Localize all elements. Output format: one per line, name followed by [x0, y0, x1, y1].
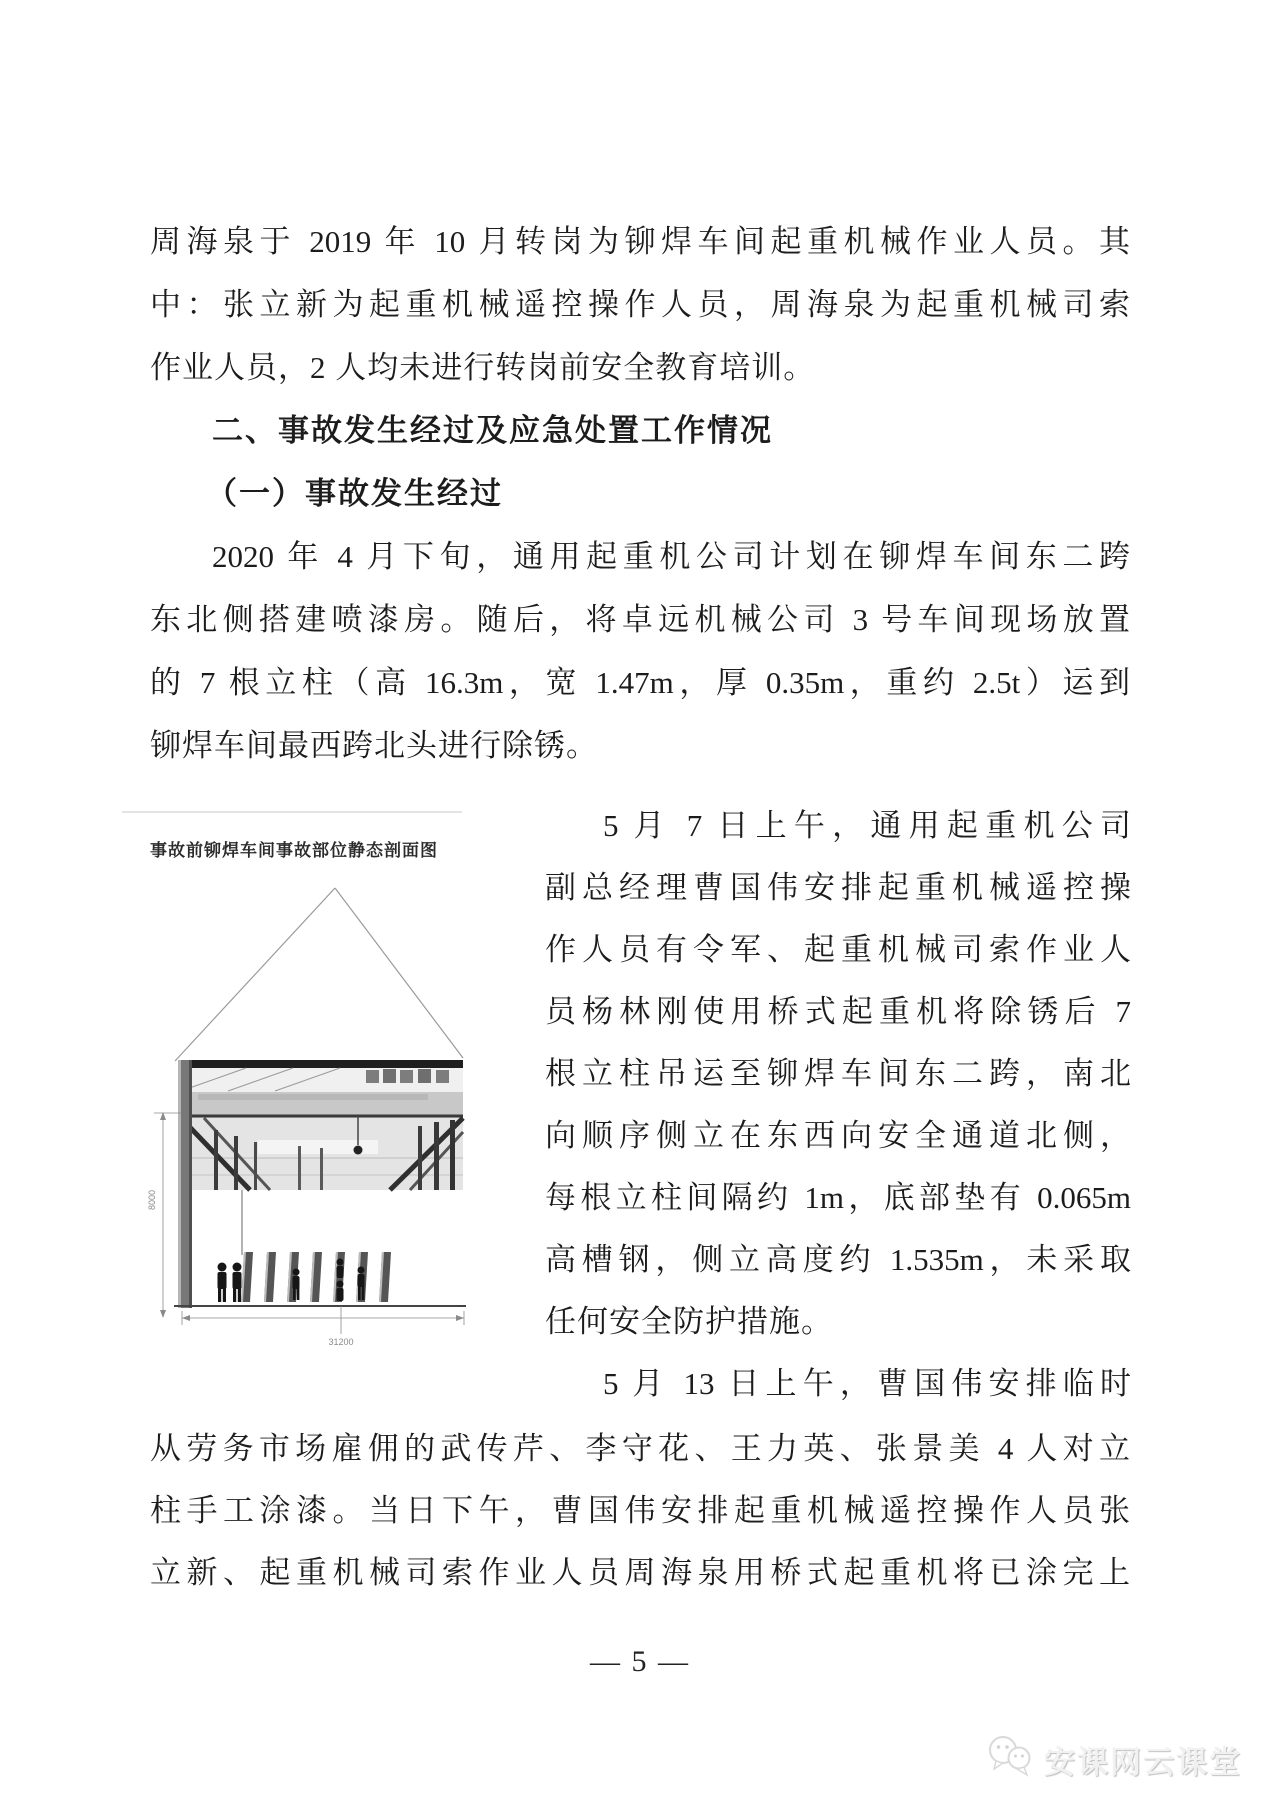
page-number: — 5 — — [590, 1645, 690, 1678]
chat-bubbles-icon — [984, 1733, 1036, 1786]
text-line: 立新、起重机械司索作业人员周海泉用桥式起重机将已涂完上 — [150, 1555, 1130, 1590]
text-line: 员杨林刚使用桥式起重机将除锈后 7 — [545, 994, 1131, 1029]
sub-heading: （一）事故发生经过 — [206, 476, 503, 511]
text-line: 东北侧搭建喷漆房。随后，将卓远机械公司 3 号车间现场放置 — [150, 602, 1130, 637]
text-line: 2020 年 4 月下旬，通用起重机公司计划在铆焊车间东二跨 — [212, 539, 1130, 574]
height-dimension-label: 8000 — [147, 1189, 157, 1211]
leaning-columns — [241, 1252, 391, 1302]
text-line: 作人员有令军、起重机械司索作业人 — [545, 932, 1131, 967]
workshop-photo — [181, 1060, 463, 1190]
watermark-text: 安课网云课堂 — [1044, 1744, 1242, 1780]
width-dimension — [182, 1306, 464, 1334]
text-line: 每根立柱间隔约 1m，底部垫有 0.065m — [545, 1180, 1131, 1215]
width-dimension-label: 31200 — [328, 1337, 354, 1347]
text-line: 向顺序侧立在东西向安全通道北侧， — [545, 1118, 1131, 1153]
figure-cross-section — [118, 800, 470, 1400]
text-line: 中：张立新为起重机械遥控操作人员，周海泉为起重机械司索 — [150, 287, 1130, 322]
text-line: 柱手工涂漆。当日下午，曹国伟安排起重机械遥控操作人员张 — [150, 1493, 1130, 1528]
text-line: 周海泉于 2019 年 10 月转岗为铆焊车间起重机械作业人员。其 — [150, 224, 1130, 259]
cross-section-diagram — [118, 800, 470, 1400]
text-line: 的 7 根立柱（高 16.3m，宽 1.47m，厚 0.35m，重约 2.5t）运到 — [150, 665, 1130, 700]
main-text-block — [150, 210, 1130, 777]
lower-text-block — [150, 1418, 1130, 1604]
text-line: 根立柱吊运至铆焊车间东二跨，南北 — [545, 1056, 1131, 1091]
text-line: 高槽钢，侧立高度约 1.535m，未采取 — [545, 1242, 1131, 1277]
wall-column — [178, 1060, 192, 1308]
text-line: 副总经理曹国伟安排起重机械遥控操 — [545, 870, 1131, 905]
text-line: 从劳务市场雇佣的武传芹、李守花、王力英、张景美 4 人对立 — [150, 1431, 1130, 1466]
text-line: 任何安全防护措施。 — [545, 1304, 833, 1339]
roof-outline — [175, 888, 463, 1061]
section-heading: 二、事故发生经过及应急处置工作情况 — [212, 413, 773, 448]
text-line: 作业人员，2 人均未进行转岗前安全教育培训。 — [150, 350, 816, 385]
watermark — [984, 1733, 1242, 1785]
figure-caption: 事故前铆焊车间事故部位静态剖面图 — [150, 841, 438, 860]
height-dimension — [154, 1112, 181, 1318]
text-line: 5 月 7 日上午，通用起重机公司 — [603, 808, 1131, 843]
wrapped-text-block — [545, 795, 1131, 1415]
text-line: 5 月 13 日上午，曹国伟安排临时 — [603, 1366, 1131, 1401]
text-line: 铆焊车间最西跨北头进行除锈。 — [150, 728, 598, 763]
